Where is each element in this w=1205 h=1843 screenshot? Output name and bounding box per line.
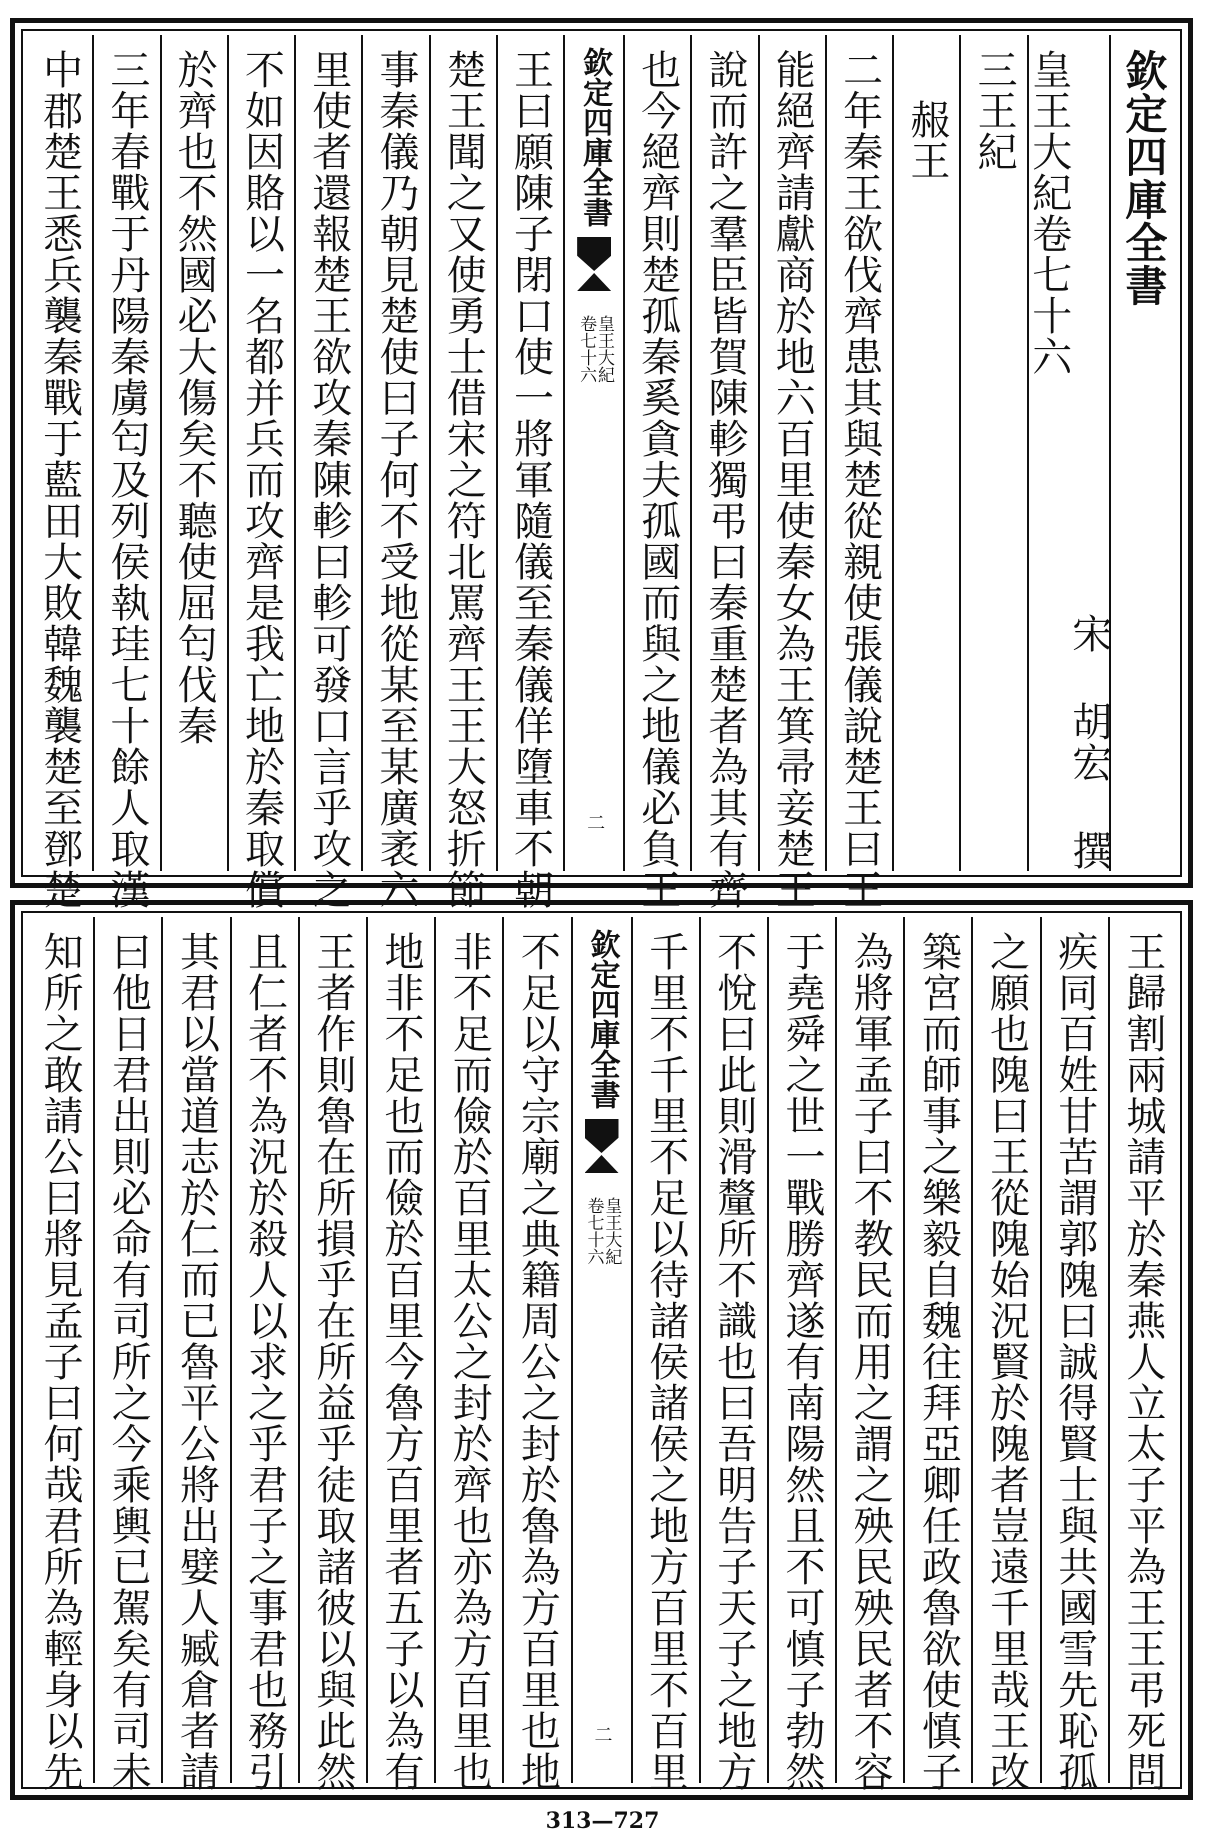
text-line: 也今絕齊則楚孤秦奚貪夫孤國而與之地儀必負王 <box>634 49 681 910</box>
text-column <box>892 35 959 871</box>
text-column <box>161 917 229 1792</box>
text-column <box>767 917 835 1792</box>
gutter-title: 欽定四庫全書 <box>584 929 620 1109</box>
text-line: 事秦儀乃朝見楚使曰子何不受地從某至某廣袤六 <box>372 49 419 910</box>
text-line: 疾同百姓甘苦謂郭隗曰誠得賢士與共國雪先恥孤 <box>1051 931 1098 1792</box>
center-gutter <box>563 35 623 871</box>
top-columns <box>27 35 1176 910</box>
gutter-subtitle <box>584 1197 620 1265</box>
text-line: 且仁者不為況於殺人以求之乎君子之事君也務引 <box>241 931 288 1792</box>
text-column <box>366 917 434 1792</box>
gutter-volume: 卷七十六 <box>576 315 597 383</box>
text-line: 說而許之羣臣皆賀陳軫獨弔曰秦重楚者為其有齊 <box>702 49 749 910</box>
text-column <box>690 35 757 910</box>
text-column <box>825 35 892 910</box>
text-column <box>361 35 428 910</box>
text-column <box>496 35 563 910</box>
text-column <box>429 35 496 910</box>
text-line: 王歸割兩城請平於秦燕人立太子平為王王弔死問 <box>1119 931 1166 1792</box>
text-column <box>971 917 1039 1792</box>
text-column <box>758 35 825 910</box>
text-column <box>294 35 361 910</box>
text-line: 不如因賂以一名都并兵而攻齊是我亡地於秦取償 <box>238 49 285 910</box>
text-column <box>27 917 93 1792</box>
text-column <box>1025 35 1112 871</box>
gutter-title: 欽定四庫全書 <box>577 47 613 227</box>
text-column <box>92 35 159 910</box>
text-line: 王者作則魯在所損乎在所益乎徒取諸彼以與此然 <box>309 931 356 1792</box>
gutter-volume: 卷七十六 <box>583 1197 604 1265</box>
text-line: 之願也隗曰王從隗始況賢於隗者豈遠千里哉王改 <box>983 931 1030 1792</box>
text-line: 知所之敢請公曰將見孟子曰何哉君所為輕身以先 <box>37 931 84 1792</box>
text-line: 三年春戰于丹陽秦虜匄及列侯執珪七十餘人取漢 <box>103 49 150 910</box>
text-column <box>903 917 971 1792</box>
text-column <box>623 35 690 910</box>
author-line: 宋 胡宏 撰 <box>1065 613 1112 871</box>
gutter-page-number: 二 <box>591 1725 613 1743</box>
text-line: 里使者還報楚王欲攻秦陳軫曰軫可發口言乎攻之 <box>305 49 352 910</box>
text-line: 千里不千里不足以待諸侯諸侯之地方百里不百里 <box>642 931 689 1792</box>
fish-tail-mark-icon <box>577 273 611 291</box>
text-line: 築宮而師事之樂毅自魏往拜亞卿任政魯欲使慎子 <box>915 931 962 1792</box>
text-line: 能絕齊請獻商於地六百里使秦女為王箕帚妾楚王 <box>769 49 816 910</box>
text-line: 其君以當道志於仁而已魯平公將出嬖人臧倉者請 <box>173 931 220 1792</box>
reign-title: 赧王 <box>903 99 950 181</box>
text-line: 不悅曰此則滑釐所不識也曰吾明告子天子之地方 <box>710 931 757 1792</box>
text-column <box>230 917 298 1792</box>
text-line: 非不足而儉於百里太公之封於齊也亦為方百里也 <box>446 931 493 1792</box>
fish-tail-mark-icon <box>585 1155 619 1173</box>
text-line: 王曰願陳子閉口使一將軍隨儀至秦儀佯墮車不朝 <box>507 49 554 910</box>
text-column <box>1040 917 1108 1792</box>
volume-title: 皇王大紀卷七十六 <box>1025 49 1072 377</box>
text-line: 地非不足也而儉於百里今魯方百里者五子以為有 <box>378 931 425 1792</box>
text-column <box>631 917 699 1792</box>
text-line: 為將軍孟子曰不教民而用之謂之殃民殃民者不容 <box>847 931 894 1792</box>
text-column <box>959 35 1026 871</box>
text-column <box>160 35 227 871</box>
book-title: 欽定四庫全書 <box>1119 49 1169 307</box>
text-line: 中郡楚王悉兵襲秦戰于藍田大敗韓魏襲楚至鄧楚 <box>36 49 83 910</box>
page-footer-number: 313—727 <box>545 1808 660 1834</box>
text-line: 於齊也不然國必大傷矣不聽使屈匄伐秦 <box>171 49 218 746</box>
text-line: 二年秦王欲伐齊患其與楚從親使張儀說楚王曰王 <box>836 49 883 910</box>
text-column <box>835 917 903 1792</box>
section-title: 三王紀 <box>971 49 1018 172</box>
fish-tail-mark-icon <box>585 1119 619 1153</box>
text-column <box>699 917 767 1792</box>
text-line: 于堯舜之世一戰勝齊遂有南陽然且不可慎子勃然 <box>778 931 825 1792</box>
text-line: 曰他日君出則必命有司所之今乘輿已駕矣有司未 <box>105 931 152 1792</box>
gutter-page-number: 二 <box>584 813 606 831</box>
text-column <box>27 35 92 910</box>
gutter-book-name: 皇王大紀 <box>601 1197 622 1265</box>
text-column <box>502 917 570 1792</box>
gutter-subtitle <box>576 315 612 383</box>
center-gutter <box>571 917 631 1783</box>
bottom-page <box>10 900 1193 1800</box>
text-column <box>1109 35 1176 871</box>
bottom-columns <box>27 917 1176 1792</box>
gutter-book-name: 皇王大紀 <box>593 315 614 383</box>
text-line: 楚王聞之又使勇士借宋之符北罵齊王王大怒折節 <box>440 49 487 910</box>
text-column <box>298 917 366 1792</box>
fish-tail-mark-icon <box>577 237 611 271</box>
text-column <box>434 917 502 1792</box>
text-column <box>1108 917 1176 1792</box>
text-column <box>227 35 294 910</box>
text-line: 不足以守宗廟之典籍周公之封於魯為方百里也地 <box>514 931 561 1792</box>
top-page <box>10 18 1193 910</box>
text-column <box>93 917 161 1792</box>
